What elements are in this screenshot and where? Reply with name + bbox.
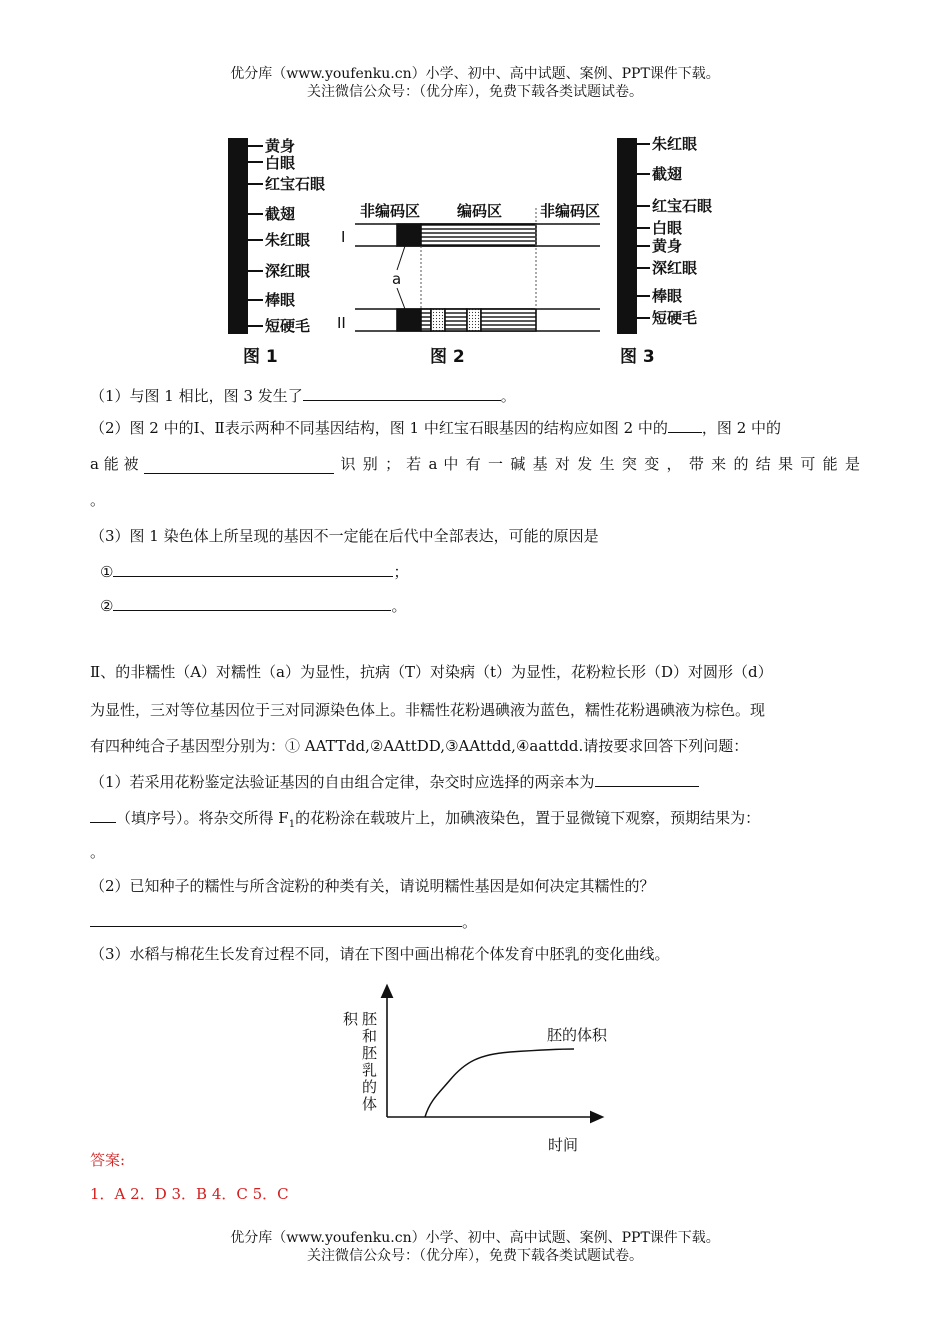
q2-blank-2[interactable] [144, 457, 334, 474]
answers-line: 1．A 2．D 3．B 4．C 5．C [90, 1185, 289, 1203]
p2-q1-blank-1[interactable] [595, 770, 699, 787]
fig2-caption: 图 2 [430, 347, 465, 367]
footer-line-1: 优分库（www.youfenku.cn）小学、初中、高中试题、案例、PPT课件下载。 [230, 1230, 720, 1246]
graph-curve-label: 胚的体积 [547, 1026, 608, 1044]
fig1-gene-5: 朱红眼 [265, 231, 311, 249]
q2-line2-start: a 能 被 [90, 455, 139, 473]
fig1-gene-2: 白眼 [265, 154, 296, 172]
q1-suffix: 。 [500, 387, 516, 405]
p2-q1-subscript: 1 [288, 819, 296, 830]
graph-ylabel-char-4: 乳 [362, 1061, 378, 1079]
p2-q1-blank-2[interactable] [90, 806, 116, 823]
q3-item-1 [100, 560, 870, 582]
q2-line-1 [90, 416, 860, 438]
q3-blank-1[interactable] [113, 560, 393, 577]
fig3-gene-8: 短硬毛 [652, 309, 698, 327]
q3-line-1: （3）图 1 染色体上所呈现的基因不一定能在后代中全部表达，可能的原因是 [90, 527, 599, 545]
graph-ylabel-left: 积 [343, 1010, 359, 1028]
graph-ylabel-char-5: 的 [362, 1078, 378, 1096]
fig3-gene-6: 深红眼 [652, 259, 698, 277]
q3-item1-suffix: ； [393, 563, 409, 581]
fig1-gene-8: 短硬毛 [265, 317, 311, 335]
fig3-gene-4: 白眼 [652, 219, 683, 237]
fig1-gene-1: 黄身 [265, 137, 296, 155]
q1-prefix: （1）与图 1 相比，图 3 发生了 [90, 387, 303, 405]
fig2-label-a: a [392, 270, 402, 288]
p2-q1-line2-b: 的花粉涂在载玻片上，加碘液染色，置于显微镜下观察，预期结果为： [295, 809, 761, 827]
q1-blank[interactable] [303, 384, 501, 401]
q2-line1-suffix: ，图 2 中的 [701, 419, 782, 437]
fig1-gene-6: 深红眼 [265, 262, 311, 280]
p2-q1-line-3: 。 [90, 843, 106, 861]
fig2-region-mid: 编码区 [457, 202, 503, 220]
fig3-gene-5: 黄身 [652, 237, 683, 255]
p2-q1-text: （1）若采用花粉鉴定法验证基因的自由组合定律，杂交时应选择的两亲本为 [90, 773, 595, 791]
fig1-caption: 图 1 [243, 347, 278, 367]
q2-prefix: （2）图 2 中的Ⅰ、Ⅱ表示两种不同基因结构，图 1 中红宝石眼基因的结构应如图 2 中的 [90, 419, 668, 437]
q3-blank-2[interactable] [113, 594, 391, 611]
embryo-growth-graph [330, 982, 620, 1162]
p2-q2-suffix: 。 [462, 913, 478, 931]
graph-ylabel-char-1: 胚 [362, 1010, 378, 1028]
part2-intro-line-3: 有四种纯合子基因型分别为：① AATTdd,②AAttDD,③AAttdd,④aattdd.请按要求回答下列问题： [90, 737, 749, 755]
p2-q2-line-1: （2）已知种子的糯性与所含淀粉的种类有关，请说明糯性基因是如何决定其糯性的？ [90, 877, 655, 895]
header-line-2: 关注微信公众号：（优分库），免费下载各类试题试卷。 [307, 84, 643, 100]
p2-q1-line-2 [90, 806, 860, 835]
fig1-gene-7: 棒眼 [265, 291, 296, 309]
q3-item2-marker: ② [100, 597, 114, 615]
fig2-region-right: 非编码区 [540, 202, 601, 220]
p2-q2-blank[interactable] [90, 910, 462, 927]
header-line-1: 优分库（www.youfenku.cn）小学、初中、高中试题、案例、PPT课件下载。 [230, 66, 720, 82]
q1-line [90, 384, 860, 406]
fig3-gene-7: 棒眼 [652, 287, 683, 305]
fig3-gene-1: 朱红眼 [652, 135, 698, 153]
q2-line-2 [90, 454, 860, 474]
fig2-label-II: II [337, 314, 346, 332]
embryo-volume-curve [425, 1049, 574, 1117]
part2-intro-line-2: 为显性，三对等位基因位于三对同源染色体上。非糯性花粉遇碘液为蓝色，糯性花粉遇碘液为棕色。现 [90, 701, 766, 719]
fig2-gene-I [355, 224, 600, 246]
q3-item-2 [100, 594, 870, 616]
fig1-chromosome-bar [228, 138, 248, 334]
q2-line2-end: 识 别 ； 若 a 中 有 一 碱 基 对 发 生 突 变 ， 带 来 的 结 果 可 能 是 [340, 455, 860, 473]
fig3-caption: 图 3 [620, 347, 655, 367]
p2-q1-line2-a: （填序号）。将杂交所得 F [116, 809, 289, 827]
graph-ylabel-char-2: 和 [362, 1027, 378, 1045]
p2-q2-line-2 [90, 910, 860, 932]
fig1-gene-3: 红宝石眼 [265, 175, 326, 193]
graph-ylabel-char-6: 体 [362, 1095, 378, 1113]
p2-q1-line-1 [90, 770, 860, 792]
part2-intro-line-1: Ⅱ、的非糯性（A）对糯性（a）为显性，抗病（T）对染病（t）为显性，花粉粒长形（D）对圆形（d） [90, 663, 773, 681]
fig2-gene-II [355, 309, 600, 331]
fig3-gene-2: 截翅 [652, 165, 683, 183]
fig3-gene-3: 红宝石眼 [652, 197, 713, 215]
footer-line-2: 关注微信公众号：（优分库），免费下载各类试题试卷。 [307, 1248, 643, 1264]
graph-ylabel-char-3: 胚 [362, 1044, 378, 1062]
q2-line-3: 。 [90, 491, 106, 509]
graph-xlabel: 时间 [548, 1136, 579, 1154]
fig1-gene-4: 截翅 [265, 205, 296, 223]
p2-q3-line-1: （3）水稻与棉花生长发育过程不同，请在下图中画出棉花个体发育中胚乳的变化曲线。 [90, 945, 670, 963]
answers-title: 答案: [90, 1151, 126, 1169]
fig2-region-left: 非编码区 [360, 202, 421, 220]
chromosome-figure [225, 128, 725, 372]
q2-blank-1[interactable] [668, 416, 702, 433]
fig3-chromosome-bar [617, 138, 637, 334]
q3-item1-marker: ① [100, 563, 114, 581]
q3-item2-suffix: 。 [391, 597, 407, 615]
fig2-label-I: I [341, 228, 346, 246]
